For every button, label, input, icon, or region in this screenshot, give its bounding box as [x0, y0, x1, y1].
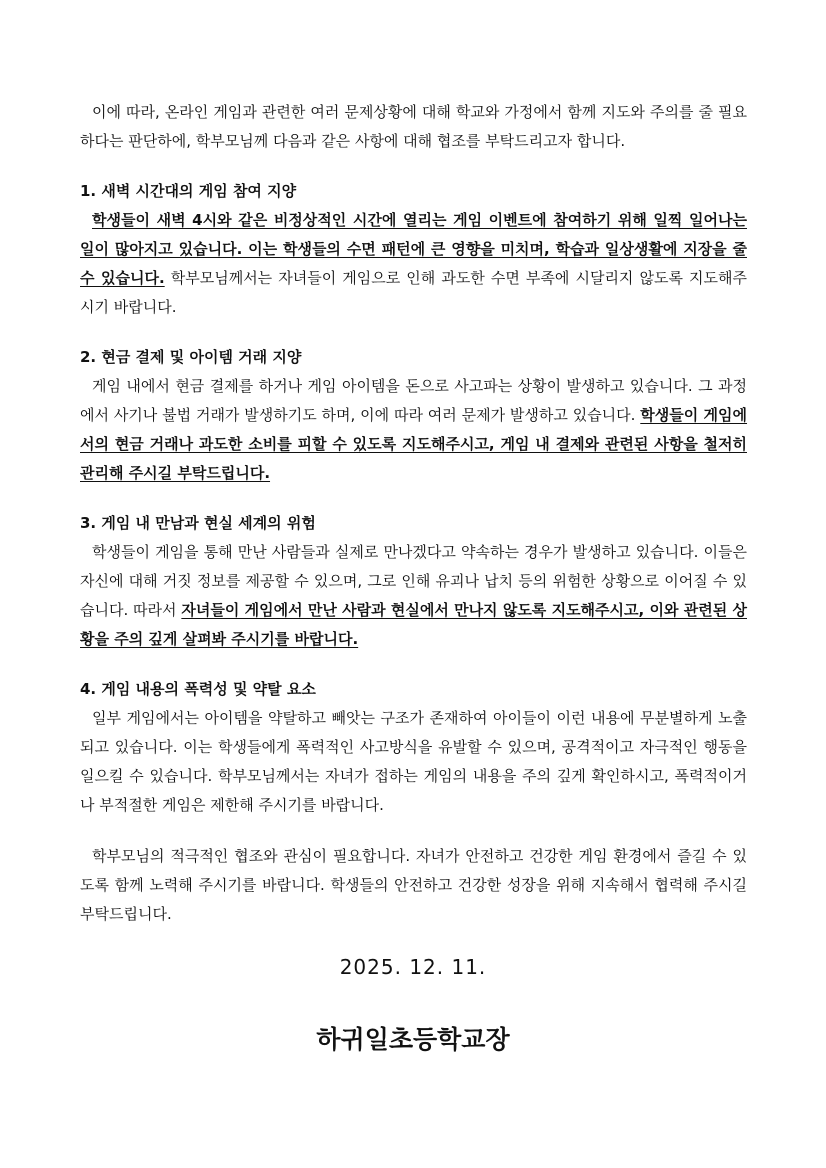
letter-date: 2025. 12. 11.: [339, 955, 487, 979]
emphasized-text: 학생들이 새벽 4시와 같은 비정상적인 시간에 열리는 게임 이벤트에 참여하기 위해 일찍 일어나는 일이 많아지고 있습니다. 이는 학생들의 수면 패턴에 큰 영향을 미치며, 학습과 일상생활에 지장을 줄 수 있습니다.: [80, 211, 747, 287]
body-text: 일부 게임에서는 아이템을 약탈하고 빼앗는 구조가 존재하여 아이들이 이런 내용에 무분별하게 노출되고 있습니다. 이는 학생들에게 폭력적인 사고방식을 유발할 수 있으며, 공격적이고 자극적인 행동을 일으킬 수 있습니다. 학부모님께서는 자녀가 접하는 게임의 내용을 주의 깊게 확인하시고, 폭력적이거나 부적절한 게임은 제한해 주시기를 바랍니다.: [80, 709, 747, 814]
emphasized-text: 자녀들이 게임에서 만난 사람과 현실에서 만나지 않도록 지도해주시고, 이와 관련된 상황을 주의 깊게 살펴봐 주시기를 바랍니다.: [80, 601, 747, 648]
section-heading: 2. 현금 결제 및 아이템 거래 지양: [80, 348, 302, 366]
section-cash-payments: [80, 343, 747, 488]
section-violent-content: [80, 675, 747, 820]
section-heading: 1. 새벽 시간대의 게임 참여 지양: [80, 182, 297, 200]
section-body: [80, 538, 747, 654]
closing-paragraph: 학부모님의 적극적인 협조와 관심이 필요합니다. 자녀가 안전하고 건강한 게임 환경에서 즐길 수 있도록 함께 노력해 주시기를 바랍니다. 학생들의 안전하고 건강한 성장을 위해 지속해서 협력해 주시길 부탁드립니다.: [80, 847, 747, 923]
intro-paragraph: 이에 따라, 온라인 게임과 관련한 여러 문제상황에 대해 학교와 가정에서 함께 지도와 주의를 줄 필요하다는 판단하에, 학부모님께 다음과 같은 사항에 대해 협조를 부탁드리고자 합니다.: [80, 103, 747, 150]
letter-body: [80, 98, 747, 929]
signer-name: 하귀일초등학교장: [316, 1025, 510, 1054]
body-text: 학부모님께서는 자녀들이 게임으로 인해 과도한 수면 부족에 시달리지 않도록 지도해주시기 바랍니다.: [80, 269, 747, 316]
section-heading: 3. 게임 내 만남과 현실 세계의 위험: [80, 514, 316, 532]
section-late-night-gaming: [80, 177, 747, 322]
section-heading: 4. 게임 내용의 폭력성 및 약탈 요소: [80, 680, 316, 698]
section-offline-meetings: [80, 509, 747, 654]
section-body: [80, 372, 747, 488]
section-body: [80, 704, 747, 820]
emphasized-text: 학생들이 게임에서의 현금 거래나 과도한 소비를 피할 수 있도록 지도해주시고, 게임 내 결제와 관련된 사항을 철저히 관리해 주시길 부탁드립니다.: [80, 406, 748, 482]
body-text: 게임 내에서 현금 결제를 하거나 게임 아이템을 돈으로 사고파는 상황이 발생하고 있습니다. 그 과정에서 사기나 불법 거래가 발생하기도 하며, 이에 따라 여러 문제가 발생하고 있습니다.: [80, 377, 747, 424]
body-text: 학생들이 게임을 통해 만난 사람들과 실제로 만나겠다고 약속하는 경우가 발생하고 있습니다. 이들은 자신에 대해 거짓 정보를 제공할 수 있으며, 그로 인해 유괴나 납치 등의 위험한 상황으로 이어질 수 있습니다. 따라서: [80, 543, 747, 619]
section-body: [80, 206, 747, 322]
